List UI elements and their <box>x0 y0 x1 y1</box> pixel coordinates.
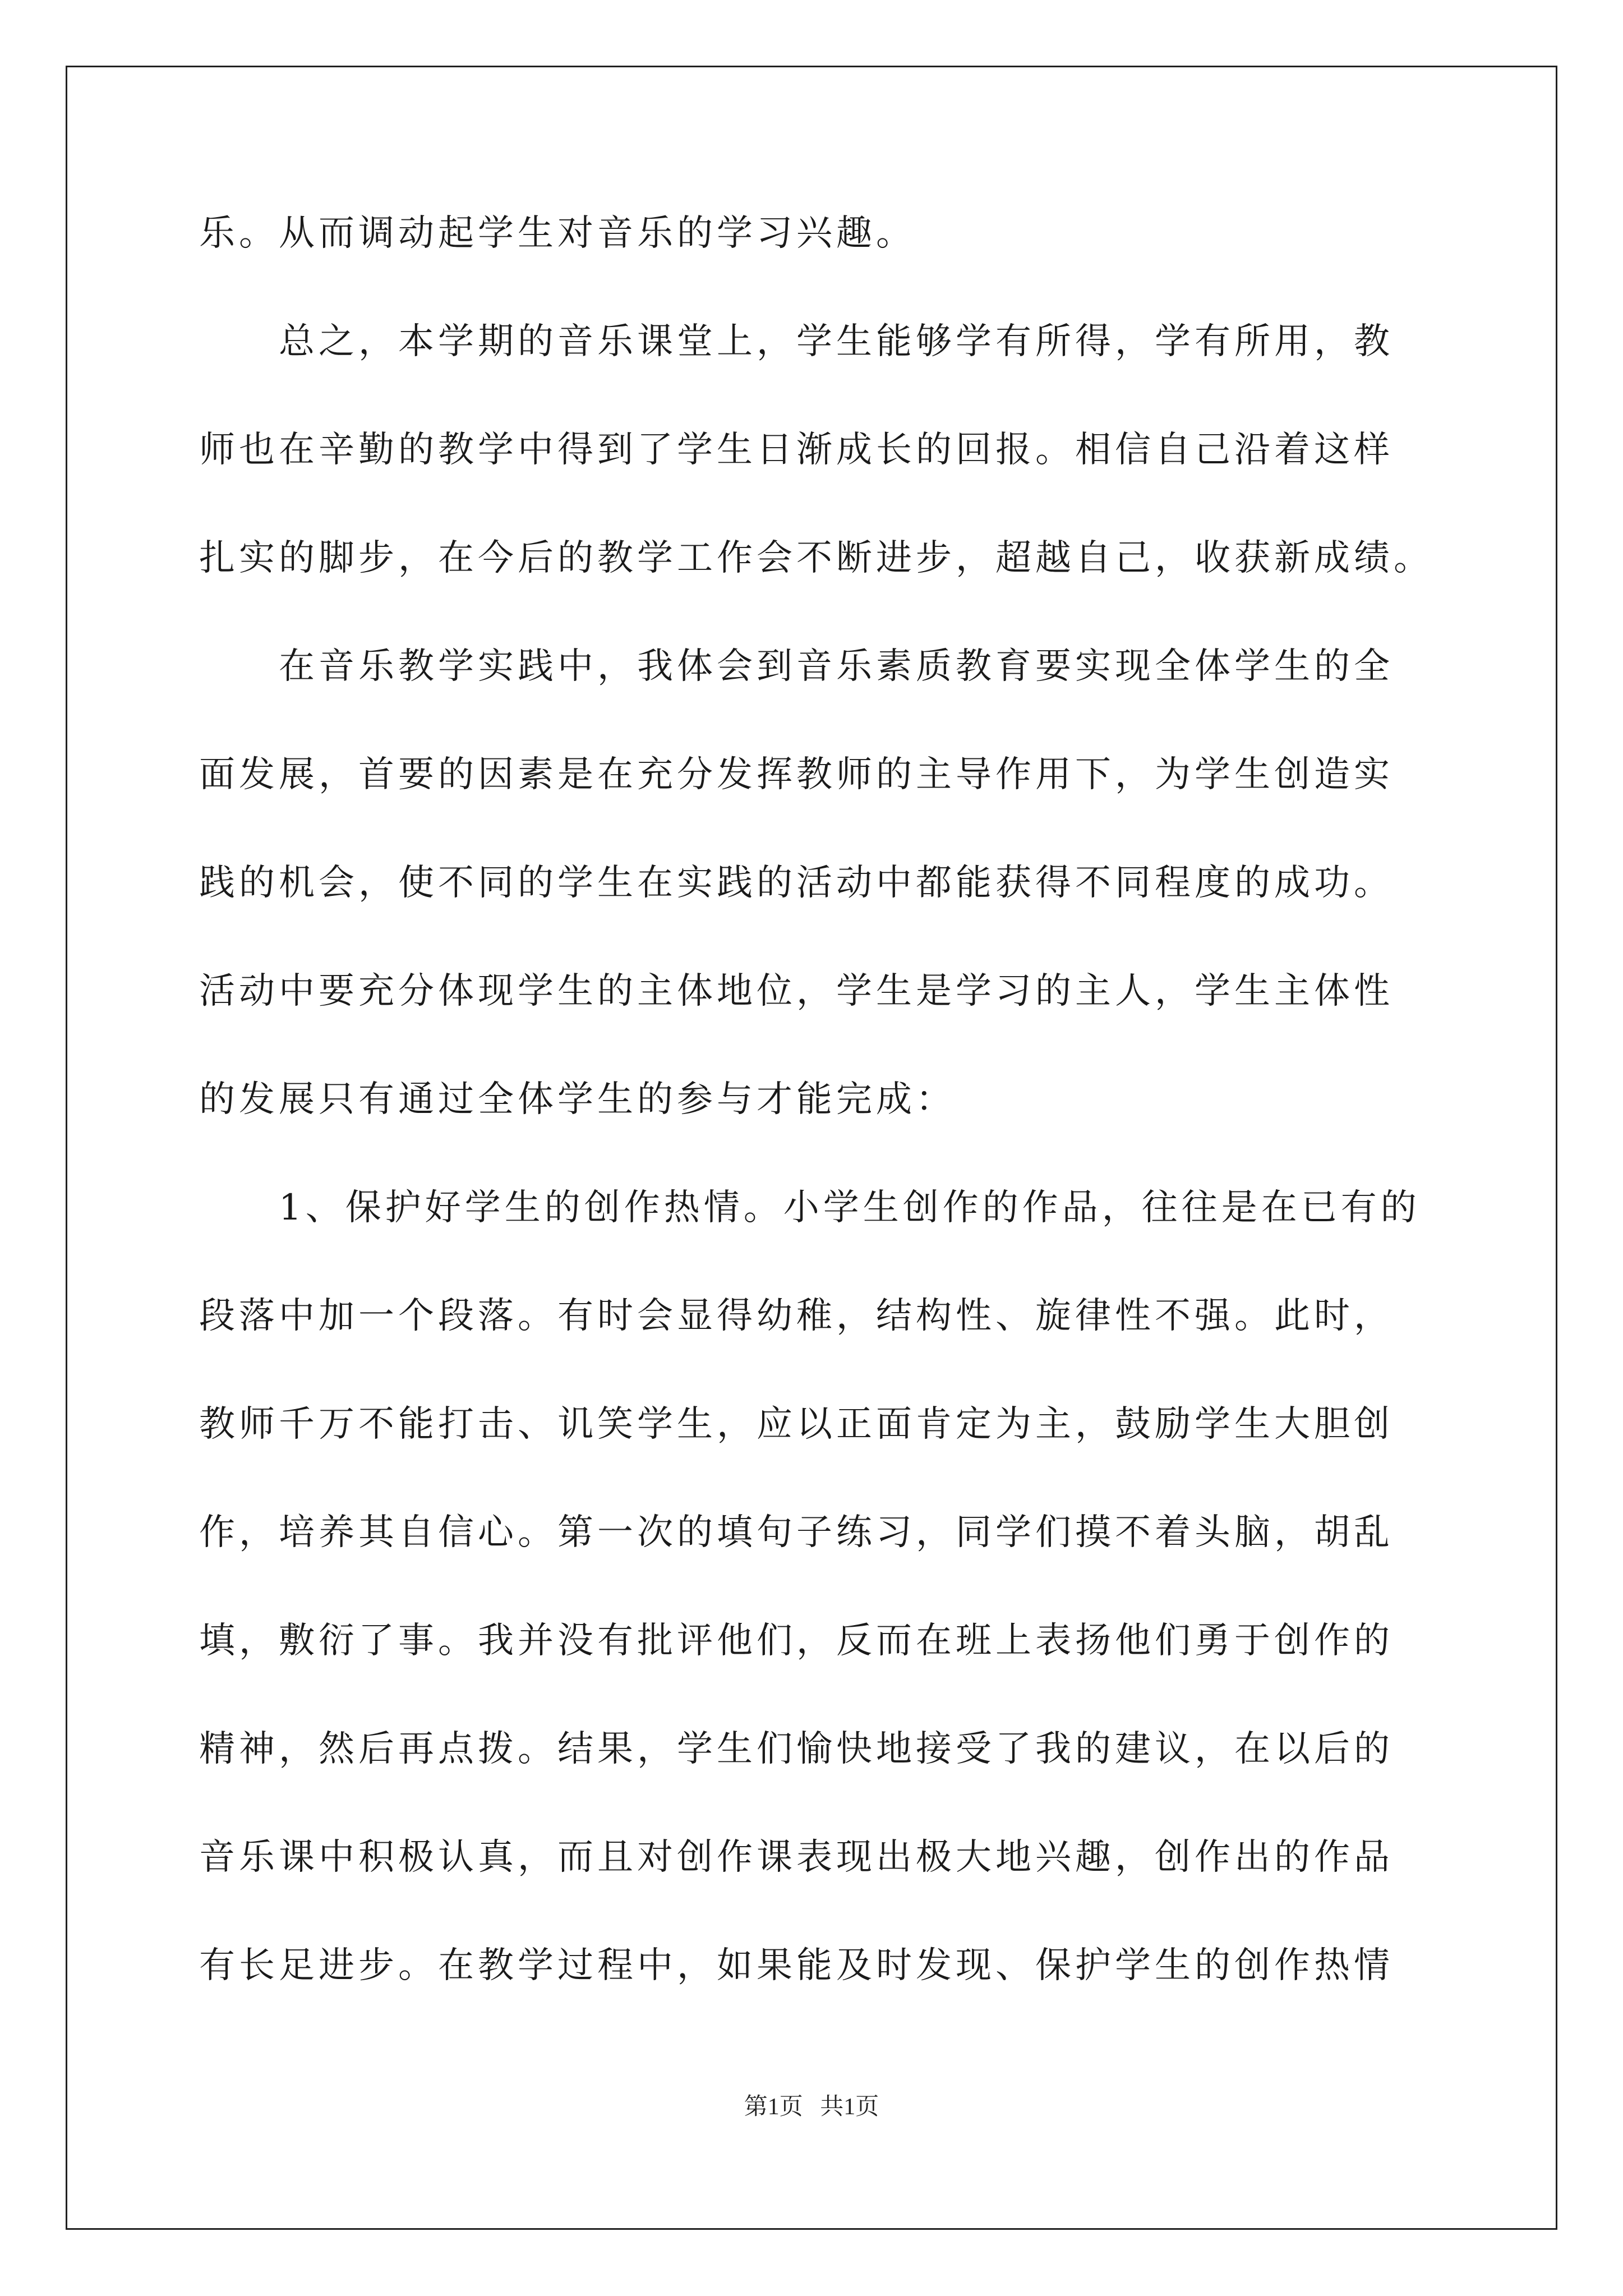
text-line: 面发展，首要的因素是在充分发挥教师的主导作用下，为学生创造实 <box>199 754 1394 795</box>
page-total: 共1页 <box>820 2094 879 2120</box>
text-line: 有长足进步。在教学过程中，如果能及时发现、保护学生的创作热情 <box>199 1945 1394 1986</box>
text-line: 音乐课中积极认真，而且对创作课表现出极大地兴趣，创作出的作品 <box>199 1837 1394 1878</box>
text-line: 作，培养其自信心。第一次的填句子练习，同学们摸不着头脑，胡乱 <box>199 1512 1394 1553</box>
text-line: 教师千万不能打击、讥笑学生，应以正面肯定为主，鼓励学生大胆创 <box>199 1404 1394 1445</box>
page-number: 第1页 <box>744 2094 803 2120</box>
text-line: 段落中加一个段落。有时会显得幼稚，结构性、旋律性不强。此时， <box>199 1295 1394 1337</box>
text-line: 扎实的脚步，在今后的教学工作会不断进步，超越自己，收获新成绩。 <box>199 537 1433 579</box>
text-line: 精神，然后再点拨。结果，学生们愉快地接受了我的建议，在以后的 <box>199 1728 1394 1770</box>
text-line: 的发展只有通过全体学生的参与才能完成： <box>199 1079 956 1120</box>
text-line: 1、保护好学生的创作热情。小学生创作的作品，往往是在已有的 <box>199 1187 1421 1228</box>
text-line: 总之，本学期的音乐课堂上，学生能够学有所得，学有所用，教 <box>199 321 1394 362</box>
text-line: 师也在辛勤的教学中得到了学生日渐成长的回报。相信自己沿着这样 <box>199 429 1394 471</box>
text-line: 填，敷衍了事。我并没有批评他们，反而在班上表扬他们勇于创作的 <box>199 1620 1394 1662</box>
text-line: 活动中要充分体现学生的主体地位，学生是学习的主人，学生主体性 <box>199 970 1394 1012</box>
text-line: 乐。从而调动起学生对音乐的学习兴趣。 <box>199 213 916 254</box>
page-frame <box>66 66 1557 2230</box>
text-line: 在音乐教学实践中，我体会到音乐素质教育要实现全体学生的全 <box>199 646 1394 687</box>
page-footer <box>0 2088 1623 2122</box>
text-line: 践的机会，使不同的学生在实践的活动中都能获得不同程度的成功。 <box>199 862 1394 904</box>
